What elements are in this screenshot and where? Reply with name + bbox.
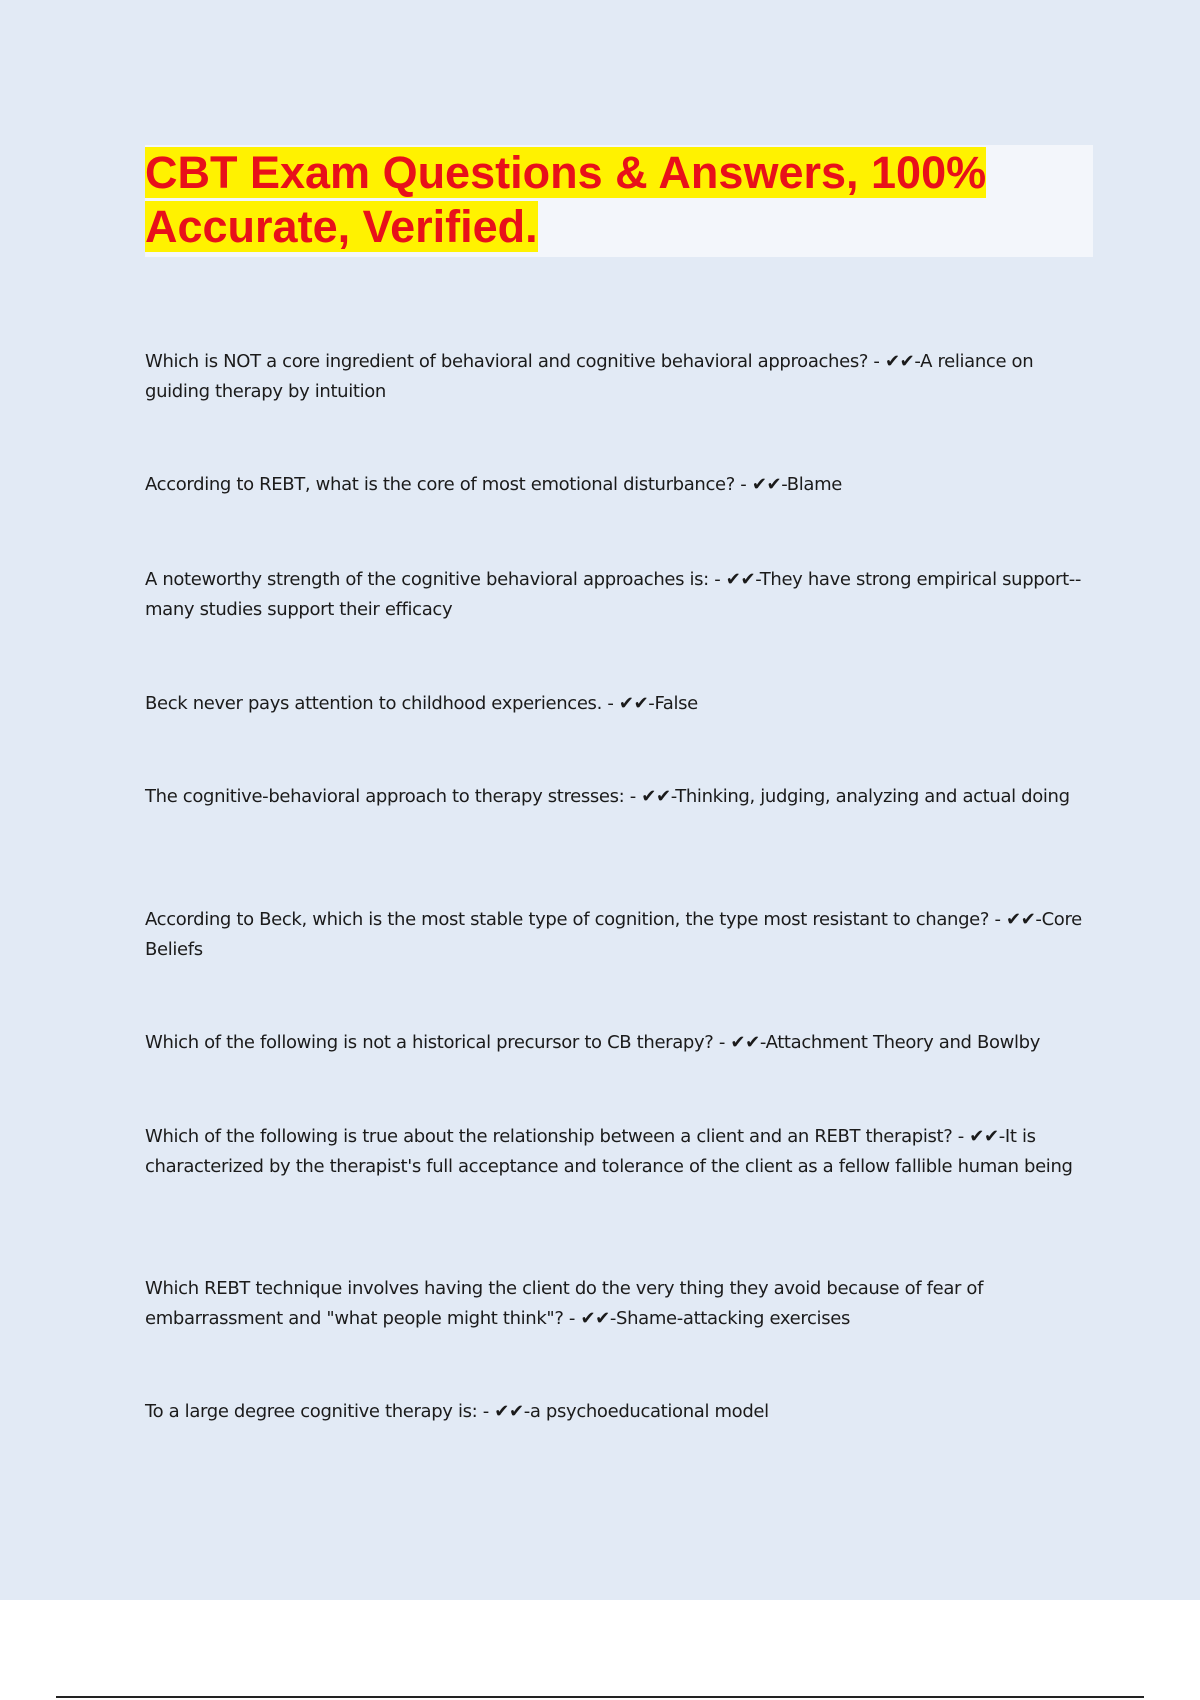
qa-item-7: Which of the following is not a historical precursor to CB therapy? - ✔✔-Attachment Theory and Bowlby <box>145 1032 1041 1053</box>
qa-item-8: Which of the following is true about the relationship between a client and an REBT therapist? - ✔✔-It is characterized by the therapist's full acceptance and tolerance of the client as a fellow fallible human being <box>145 1126 1073 1177</box>
qa-item-1: Which is NOT a core ingredient of behavioral and cognitive behavioral approaches? - ✔✔-A reliance on guiding therapy by intuition <box>145 351 1034 402</box>
qa-item-2: According to REBT, what is the core of most emotional disturbance? - ✔✔-Blame <box>145 474 843 495</box>
qa-item-6: According to Beck, which is the most stable type of cognition, the type most resistant to change? - ✔✔-Core Beliefs <box>145 909 1082 960</box>
qa-item-10: To a large degree cognitive therapy is: - ✔✔-a psychoeducational model <box>145 1401 769 1422</box>
title-line-1: CBT Exam Questions & Answers, 100% <box>145 147 987 198</box>
qa-item-4: Beck never pays attention to childhood experiences. - ✔✔-False <box>145 693 698 714</box>
qa-item-5: The cognitive-behavioral approach to therapy stresses: - ✔✔-Thinking, judging, analyzing and actual doing <box>145 786 1070 807</box>
qa-item-9: Which REBT technique involves having the client do the very thing they avoid because of fear of embarrassment and "what people might think"? - ✔✔-Shame-attacking exercises <box>145 1278 984 1329</box>
qa-item-3: A noteworthy strength of the cognitive behavioral approaches is: - ✔✔-They have strong empirical support-- many studies support their efficacy <box>145 569 1082 620</box>
footer-rule <box>56 1696 1144 1698</box>
document-title <box>145 146 1075 254</box>
title-line-2: Accurate, Verified. <box>145 201 538 252</box>
